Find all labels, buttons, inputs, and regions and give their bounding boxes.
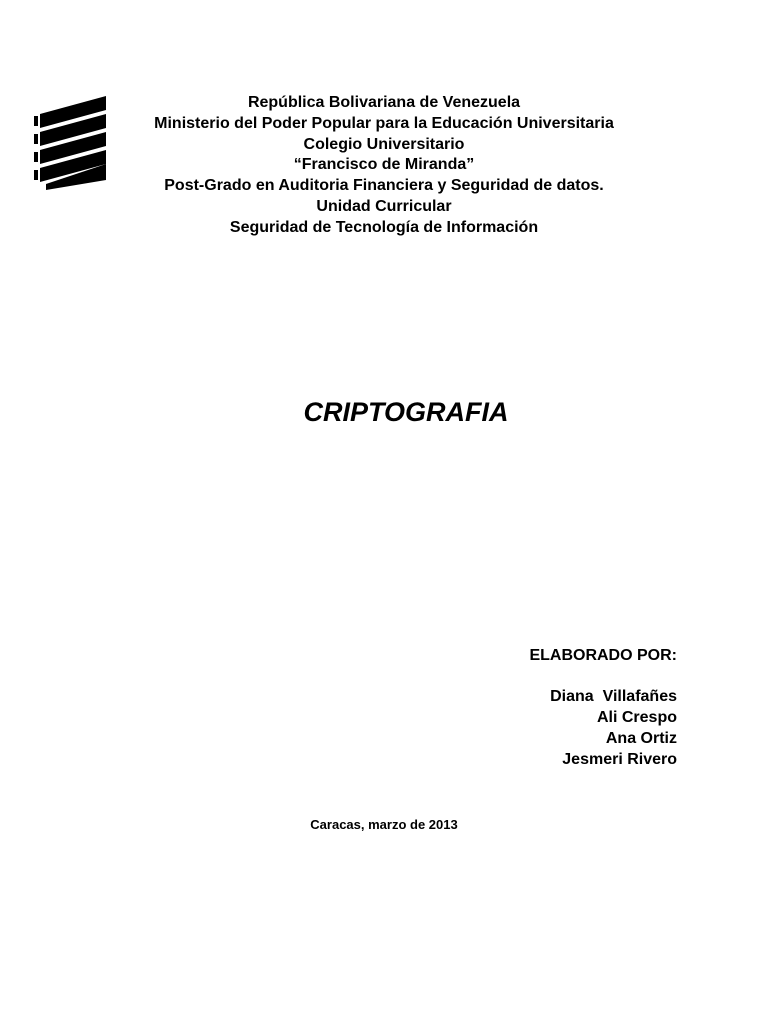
header-line-ministry: Ministerio del Poder Popular para la Educación Universitaria	[154, 114, 614, 132]
author-name: Jesmeri Rivero	[562, 751, 677, 768]
authors-list	[529, 686, 677, 770]
header-line-college: Colegio Universitario	[303, 135, 465, 153]
author-name: Ana Ortiz	[605, 730, 677, 747]
institution-header	[0, 93, 768, 239]
author-name: Diana Villafañes	[550, 688, 677, 705]
document-title: CRIPTOGRAFIA	[303, 397, 509, 427]
header-line-program: Post-Grado en Auditoria Financiera y Seguridad de datos.	[164, 177, 604, 195]
place-date: Caracas, marzo de 2013	[310, 817, 458, 832]
authors-label: ELABORADO POR:	[529, 647, 677, 664]
header-line-college-name: “Francisco de Miranda”	[293, 156, 475, 174]
header-line-country: República Bolivariana de Venezuela	[247, 94, 521, 111]
header-line-curricular-unit: Unidad Curricular	[316, 197, 452, 215]
author-name: Ali Crespo	[596, 709, 677, 726]
header-line-course: Seguridad de Tecnología de Información	[229, 218, 539, 236]
authors-block	[529, 646, 677, 770]
